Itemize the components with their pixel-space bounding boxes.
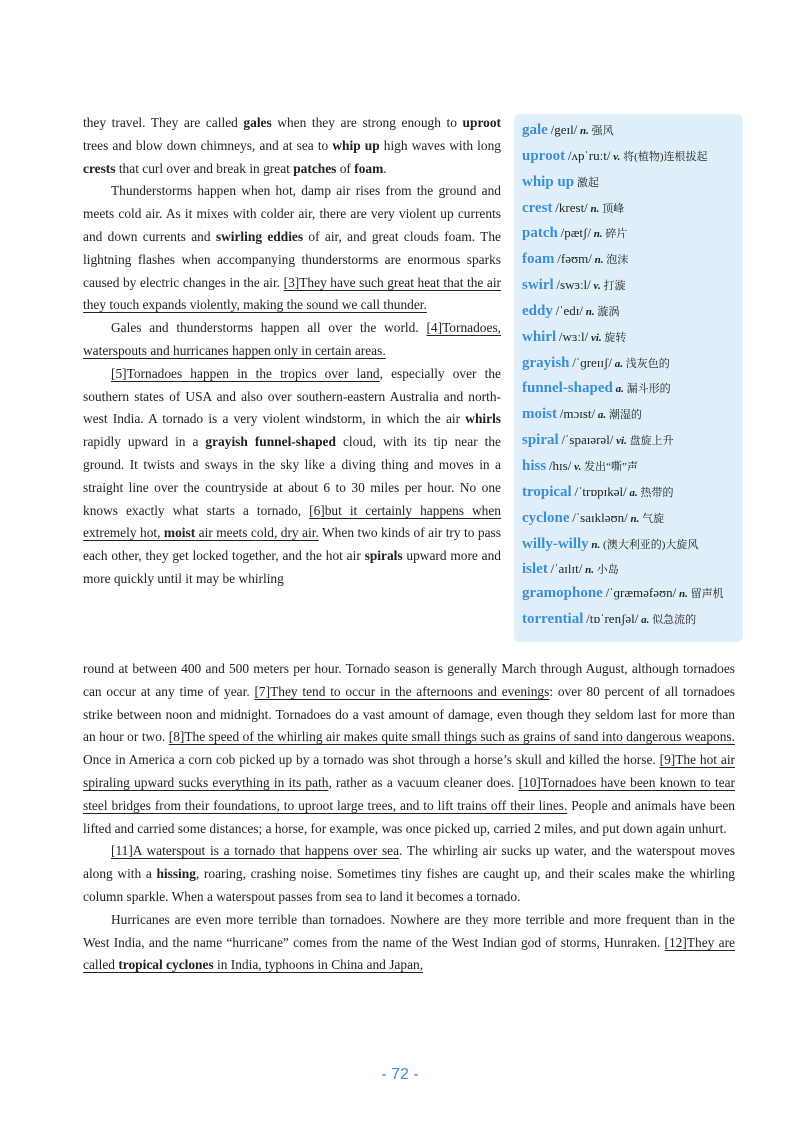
vocab-item	[522, 454, 737, 480]
paragraph-hurricanes: Hurricanes are even more terrible than tornadoes. Nowhere are they more terrible and more frequent than in the West India, and the name “hurricane” comes from the name of the West Indian god of storms, Hunraken. [12]They are called tropical cyclones in India, typhoons in China and Japan,	[83, 911, 735, 973]
vocab-phonetic: /pætʃ/	[560, 225, 591, 241]
vocab-word: swirl	[522, 277, 554, 294]
vocab-part-of-speech: n.	[585, 305, 595, 318]
vocab-item	[522, 532, 737, 558]
vocab-item	[522, 196, 737, 222]
full-width-text	[83, 658, 735, 977]
vocab-part-of-speech: vi.	[616, 435, 627, 448]
vocab-item	[522, 170, 737, 196]
vocab-gloss: 强风	[591, 125, 614, 137]
vocab-word: willy-willy	[522, 535, 589, 552]
vocab-part-of-speech: v.	[593, 280, 601, 293]
vocab-part-of-speech: n.	[585, 564, 594, 577]
vocab-part-of-speech: n.	[679, 588, 688, 601]
vocab-phonetic: /ˈspaɪərəl/	[561, 432, 614, 448]
vocab-part-of-speech: n.	[591, 538, 601, 551]
vocab-word: funnel-shaped	[522, 380, 613, 397]
vocab-part-of-speech: n.	[580, 125, 589, 137]
vocab-part-of-speech: a.	[615, 383, 624, 396]
vocab-word: whip up	[522, 173, 575, 190]
vocab-item	[522, 144, 737, 170]
vocab-phonetic: /ʌpˈruːt/	[567, 147, 611, 163]
vocab-part-of-speech: n.	[630, 512, 640, 525]
vocab-gloss: 发出“嘶”声	[584, 460, 638, 473]
paragraph-tornadoes-continued: round at between 400 and 500 meters per hour. Tornado season is generally March through August, although tornadoes can occur at any time of year. [7]They tend to occur in the afternoons and evenings: over 80 percent of all tornadoes strike between noon and midnight. Tornadoes do a vast amount of damage, even though they seldom last for more than an hour or two. [8]The speed of the whirling air makes quite small things such as grains of sand into dangerous weapons. Once in America a corn cob picked up by a tornado was shot through a horse’s skull and killed the horse. [9]The hot air spiraling upward sucks everything in its path, rather as a vacuum cleaner does. [10]Tornadoes have been known to tear steel bridges from their foundations, to uproot large trees, and to lift trains off their lines. People and animals have been lifted and carried some distances; a horse, for example, was once picked up, carried 2 miles, and put down again unhurt.	[83, 661, 736, 836]
vocab-phonetic: /ˈaɪlɪt/	[550, 561, 583, 577]
vocab-part-of-speech: a.	[629, 486, 638, 499]
vocab-phonetic: /tɒˈrenʃəl/	[586, 611, 639, 627]
vocab-gloss: 盘旋上升	[629, 435, 674, 448]
vocab-gloss: 激起	[576, 176, 599, 189]
vocab-word: cyclone	[522, 509, 570, 526]
paragraph-gales: they travel. They are called gales when they are strong enough to uproot trees and blow down chimneys, and at sea to whip up high waves with long crests that curl over and break in great patches of foam.	[83, 115, 501, 176]
vocab-item	[522, 402, 737, 428]
vocab-gloss: 气旋	[642, 512, 665, 525]
vocab-item	[522, 299, 737, 325]
vocab-item	[522, 480, 737, 506]
vocab-phonetic: /wɜːl/	[558, 328, 589, 344]
vocab-word: uproot	[522, 147, 566, 164]
vocab-word: moist	[522, 406, 557, 423]
vocab-phonetic: /fəʊm/	[557, 251, 592, 267]
vocab-phonetic: /ˈɡreɪɪʃ/	[572, 354, 612, 370]
vocab-part-of-speech: v.	[613, 150, 621, 163]
paragraph-waterspout: [11]A waterspout is a tornado that happens over sea. The whirling air sucks up water, and the waterspout moves along with a hissing, roaring, crashing noise. Sometimes tiny fishes are caught up, and their scales make the whirling column sparkle. When a waterspout passes from sea to land it becomes a tornado.	[83, 843, 736, 904]
vocab-item	[522, 428, 737, 454]
vocab-item	[522, 376, 737, 402]
vocab-gloss: 浅灰色的	[625, 357, 670, 370]
vocab-item	[522, 325, 737, 351]
paragraph-tornadoes: [5]Tornadoes happen in the tropics over land, especially over the southern states of USA and also over southern-eastern Australia and north-west India. A tornado is a very violent windstorm, in which the air whirls rapidly upward in a grayish funnel-shaped cloud, with its tip near the ground. It twists and sways in the sky like a diving thing and moves in a straight line over the countryside at about 6 to 30 miles per hour. No one knows exactly what starts a tornado, [6]but it certainly happens when extremely hot, moist air meets cold, dry air. When two kinds of air try to pass each other, they get locked together, and the hot air spirals upward more and more quickly until it may be whirling	[83, 365, 502, 586]
vocab-item	[522, 607, 737, 633]
vocab-phonetic: /ˈtrɒpɪkəl/	[574, 483, 627, 499]
vocab-item	[522, 506, 737, 532]
vocab-word: gale	[522, 122, 548, 138]
vocab-word: torrential	[522, 611, 584, 628]
vocab-gloss: 漩涡	[597, 305, 620, 318]
vocab-gloss: (澳大利亚的)大旋风	[603, 538, 699, 551]
vocab-item	[522, 273, 737, 299]
vocab-phonetic: /ˈɡræməfəʊn/	[605, 585, 677, 601]
paragraph-gales-thunderstorms: Gales and thunderstorms happen all over the world. [4]Tornadoes, waterspouts and hurricanes happen only in certain areas.	[83, 320, 501, 358]
vocab-word: crest	[522, 199, 553, 216]
vocab-item	[522, 557, 737, 583]
vocab-gloss: 泡沫	[606, 254, 629, 267]
vocab-phonetic: /geɪl/	[550, 122, 578, 137]
vocab-item	[522, 221, 737, 247]
vocab-phonetic: /ˈedɪ/	[555, 302, 584, 318]
vocab-word: whirl	[522, 328, 557, 345]
vocab-gloss: 留声机	[690, 588, 724, 601]
vocab-part-of-speech: n.	[594, 254, 604, 267]
vocab-phonetic: /ˈsaɪkləʊn/	[572, 509, 628, 525]
vocab-part-of-speech: vi.	[590, 331, 602, 344]
vocab-word: eddy	[522, 302, 553, 319]
vocab-gloss: 潮湿的	[608, 409, 642, 422]
vocab-word: islet	[522, 561, 548, 578]
vocab-word: foam	[522, 251, 555, 268]
main-column	[83, 112, 501, 591]
vocab-word: gramophone	[522, 585, 603, 602]
vocab-word: grayish	[522, 354, 570, 371]
vocab-part-of-speech: v.	[574, 460, 582, 473]
vocab-gloss: 热带的	[640, 486, 674, 499]
vocab-phonetic: /krest/	[555, 199, 588, 215]
vocab-gloss: 打漩	[603, 280, 626, 293]
vocab-gloss: 漏斗形的	[626, 383, 671, 396]
vocab-word: spiral	[522, 432, 559, 449]
vocab-gloss: 旋转	[604, 331, 627, 344]
vocab-item	[522, 118, 737, 144]
vocab-word: patch	[522, 225, 558, 242]
vocab-phonetic: /hɪs/	[548, 457, 572, 473]
vocab-item	[522, 351, 737, 377]
vocab-word: tropical	[522, 483, 572, 500]
vocab-gloss: 顶峰	[602, 202, 625, 215]
vocab-gloss: 将(植物)连根拔起	[623, 150, 708, 163]
vocab-gloss: 碎片	[605, 228, 628, 241]
vocab-item	[522, 583, 737, 607]
vocab-gloss: 小岛	[596, 564, 619, 577]
vocab-item	[522, 247, 737, 273]
vocab-part-of-speech: a.	[614, 357, 623, 370]
vocab-part-of-speech: n.	[593, 228, 603, 241]
page-number: - 72 -	[381, 1066, 419, 1083]
vocab-part-of-speech: a.	[597, 409, 607, 422]
vocab-gloss: 似急流的	[652, 614, 697, 627]
vocab-word: hiss	[522, 457, 547, 474]
vocabulary-box	[514, 114, 743, 642]
vocab-part-of-speech: a.	[641, 614, 650, 627]
vocab-phonetic: /mɔɪst/	[559, 406, 596, 422]
vocab-phonetic: /swɜːl/	[556, 277, 591, 293]
paragraph-thunderstorms: Thunderstorms happen when hot, damp air rises from the ground and meets cold air. As it mixes with colder air, there are very violent up currents and down currents and swirling eddies of air, and great clouds foam. The lightning flashes when accompanying thunderstorms are enormous sparks caused by electric changes in the air. [3]They have such great heat that the air they touch expands violently, making the sound we call thunder.	[83, 183, 501, 313]
vocab-part-of-speech: n.	[590, 202, 600, 215]
